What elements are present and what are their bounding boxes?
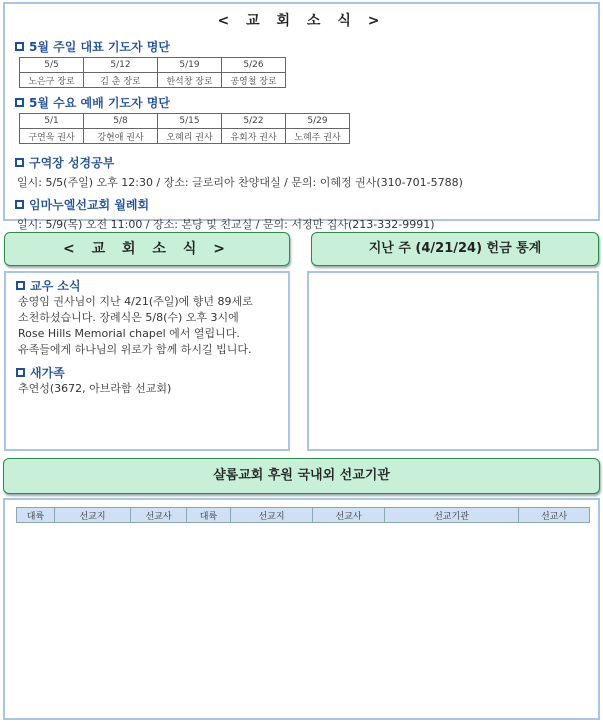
member-news-line: 소천하셨습니다. 장례식은 5/8(수) 오후 3시에 [18,311,239,324]
offering-stats-banner: 지난 주 (4/21/24) 헌금 통계 [311,232,599,266]
bible-study-heading: 구역장 성경공부 [15,154,598,171]
bible-study-info: 일시: 5/5(주일) 오후 12:30 / 장소: 글로리아 찬양대실 / 문의: 이혜정 권사(310-701-5788) [17,176,463,189]
immanuel-meeting-heading: 임마누엘선교회 월례회 [15,196,598,213]
member-news-line: 유족들에게 하나님의 위로가 함께 하시길 빕니다. [18,343,252,356]
news-banner: < 교 회 소 식 > [4,232,290,266]
checkbox-icon [16,281,25,290]
sunday-prayer-heading: 5월 주일 대표 기도자 명단 [15,38,598,55]
church-news-panel [3,2,600,231]
checkbox-icon [16,368,25,377]
member-news-line: Rose Hills Memorial chapel 에서 열립니다. [18,327,240,340]
immanuel-meeting-info: 일시: 5/9(목) 오전 11:00 / 장소: 본당 및 친교실 / 문의: 서정만 집사(213-332-9991) [17,218,435,231]
wednesday-prayer-heading: 5월 수요 예배 기도자 명단 [15,94,598,111]
checkbox-icon [15,42,24,51]
missions-table: 대륙 선교지 선교사 대륙 선교지 선교사 선교기관 선교사 [16,507,590,523]
new-family-line: 추연성(3672, 아브라함 선교회) [18,382,172,395]
wednesday-prayer-table: 5/1 5/8 5/15 5/22 5/29 구연욱 권사 강현애 권사 오혜리 권사 유회자 권사 노혜주 권사 [19,113,350,144]
missions-panel [3,498,600,720]
missions-banner: 샬롬교회 후원 국내외 선교기관 [3,458,600,494]
member-news-panel [4,271,290,451]
offering-stats-panel [307,271,599,451]
member-news-heading: 교우 소식 [16,277,288,294]
member-news-line: 송영임 권사님이 지난 4/21(주일)에 향년 89세로 [18,295,253,308]
sunday-prayer-table: 5/5 5/12 5/19 5/26 노은구 장로 김 춘 장로 한석창 장로 공영철 장로 [19,57,286,88]
news-title: < 교 회 소 식 > [217,13,386,29]
checkbox-icon [15,98,24,107]
checkbox-icon [15,158,24,167]
checkbox-icon [15,200,24,209]
new-family-heading: 새가족 [16,364,288,381]
